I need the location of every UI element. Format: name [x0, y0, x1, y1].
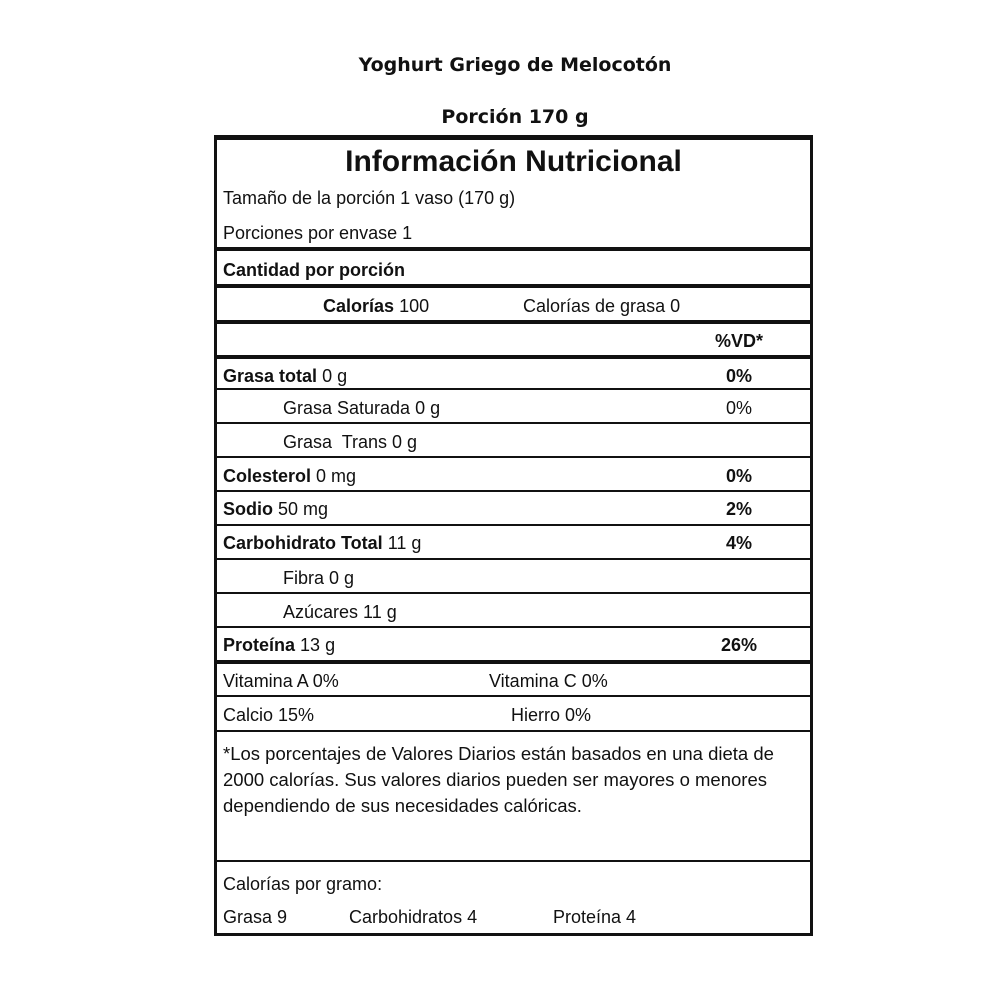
nutrient-name: Carbohidrato Total [223, 533, 383, 553]
nutrient-row-total-fat [217, 355, 810, 391]
serving-size [217, 188, 810, 208]
nutrient-dv: 2% [725, 499, 752, 519]
calories-per-gram-title-row [217, 860, 810, 894]
nutrient-name: Grasa Trans 0 g [283, 432, 418, 452]
iron: Hierro 0% [511, 705, 592, 725]
nutrient-amount: 11 g [387, 533, 422, 553]
vitamins-row-1 [217, 660, 810, 696]
nutrient-row-cholesterol [217, 456, 810, 490]
nutrient-dv: 0% [725, 398, 752, 418]
nutrient-row-carbohydrate [217, 524, 810, 558]
nutrient-name: Sodio [223, 499, 273, 519]
serving-size-text: Tamaño de la porción 1 vaso (170 g) [223, 188, 516, 208]
cpg-protein: Proteína 4 [553, 907, 637, 927]
nutrient-name: Grasa Saturada 0 g [283, 398, 441, 418]
dv-header: %VD* [714, 331, 763, 351]
daily-value-footnote [217, 730, 810, 860]
nutrient-row-sugars [217, 592, 810, 626]
calories-value: 100 [399, 296, 430, 316]
dv-header-row [217, 320, 810, 356]
nutrient-name: Grasa total [223, 366, 318, 386]
footnote-text: *Los porcentajes de Valores Diarios están basados en una dieta de 2000 calorías. Sus valores diarios pueden ser mayores o menores dependiendo de sus necesidades calóricas. [223, 743, 774, 816]
portion-size-heading: Porción 170 g [441, 106, 589, 128]
calories-group [323, 296, 429, 316]
nutrient-amount: 0 g [322, 366, 348, 386]
servings-per-container [217, 223, 810, 243]
nutrition-facts-panel [214, 135, 813, 936]
servings-per-container-text: Porciones por envase 1 [223, 223, 413, 243]
nutrient-dv: 26% [720, 635, 758, 655]
nutrient-row-sodium [217, 490, 810, 524]
amount-per-serving-row [217, 247, 810, 287]
nutrient-name: Azúcares 11 g [283, 602, 397, 622]
calories-per-gram-values [217, 907, 810, 933]
nutrient-amount: 50 mg [278, 499, 329, 519]
vitamins-row-2 [217, 695, 810, 731]
nutrient-name: Colesterol [223, 466, 312, 486]
vitamin-a: Vitamina A 0% [223, 671, 339, 691]
vitamin-c: Vitamina C 0% [489, 671, 608, 691]
cpg-carbohydrates: Carbohidratos 4 [349, 907, 478, 927]
nutrient-dv: 0% [725, 466, 752, 486]
cpg-fat: Grasa 9 [223, 907, 288, 927]
nutrient-row-trans-fat [217, 422, 810, 456]
calcium: Calcio 15% [223, 705, 315, 725]
nutrient-row-protein [217, 626, 810, 662]
nutrient-row-saturated-fat [217, 388, 810, 422]
fat-calories: Calorías de grasa 0 [523, 296, 681, 316]
panel-title: Información Nutricional [345, 145, 682, 178]
nutrient-name: Proteína [223, 635, 296, 655]
calories-row [217, 284, 810, 320]
nutrient-name: Fibra 0 g [283, 568, 355, 588]
amount-per-serving-label: Cantidad por porción [223, 260, 405, 280]
nutrient-amount: 13 g [300, 635, 336, 655]
calories-label: Calorías [323, 296, 395, 316]
nutrient-row-fiber [217, 558, 810, 592]
nutrient-dv: 0% [725, 366, 752, 386]
calories-per-gram-title: Calorías por gramo: [223, 874, 383, 894]
nutrient-dv: 4% [725, 533, 752, 553]
product-title: Yoghurt Griego de Melocotón [358, 54, 672, 76]
nutrient-amount: 0 mg [316, 466, 357, 486]
